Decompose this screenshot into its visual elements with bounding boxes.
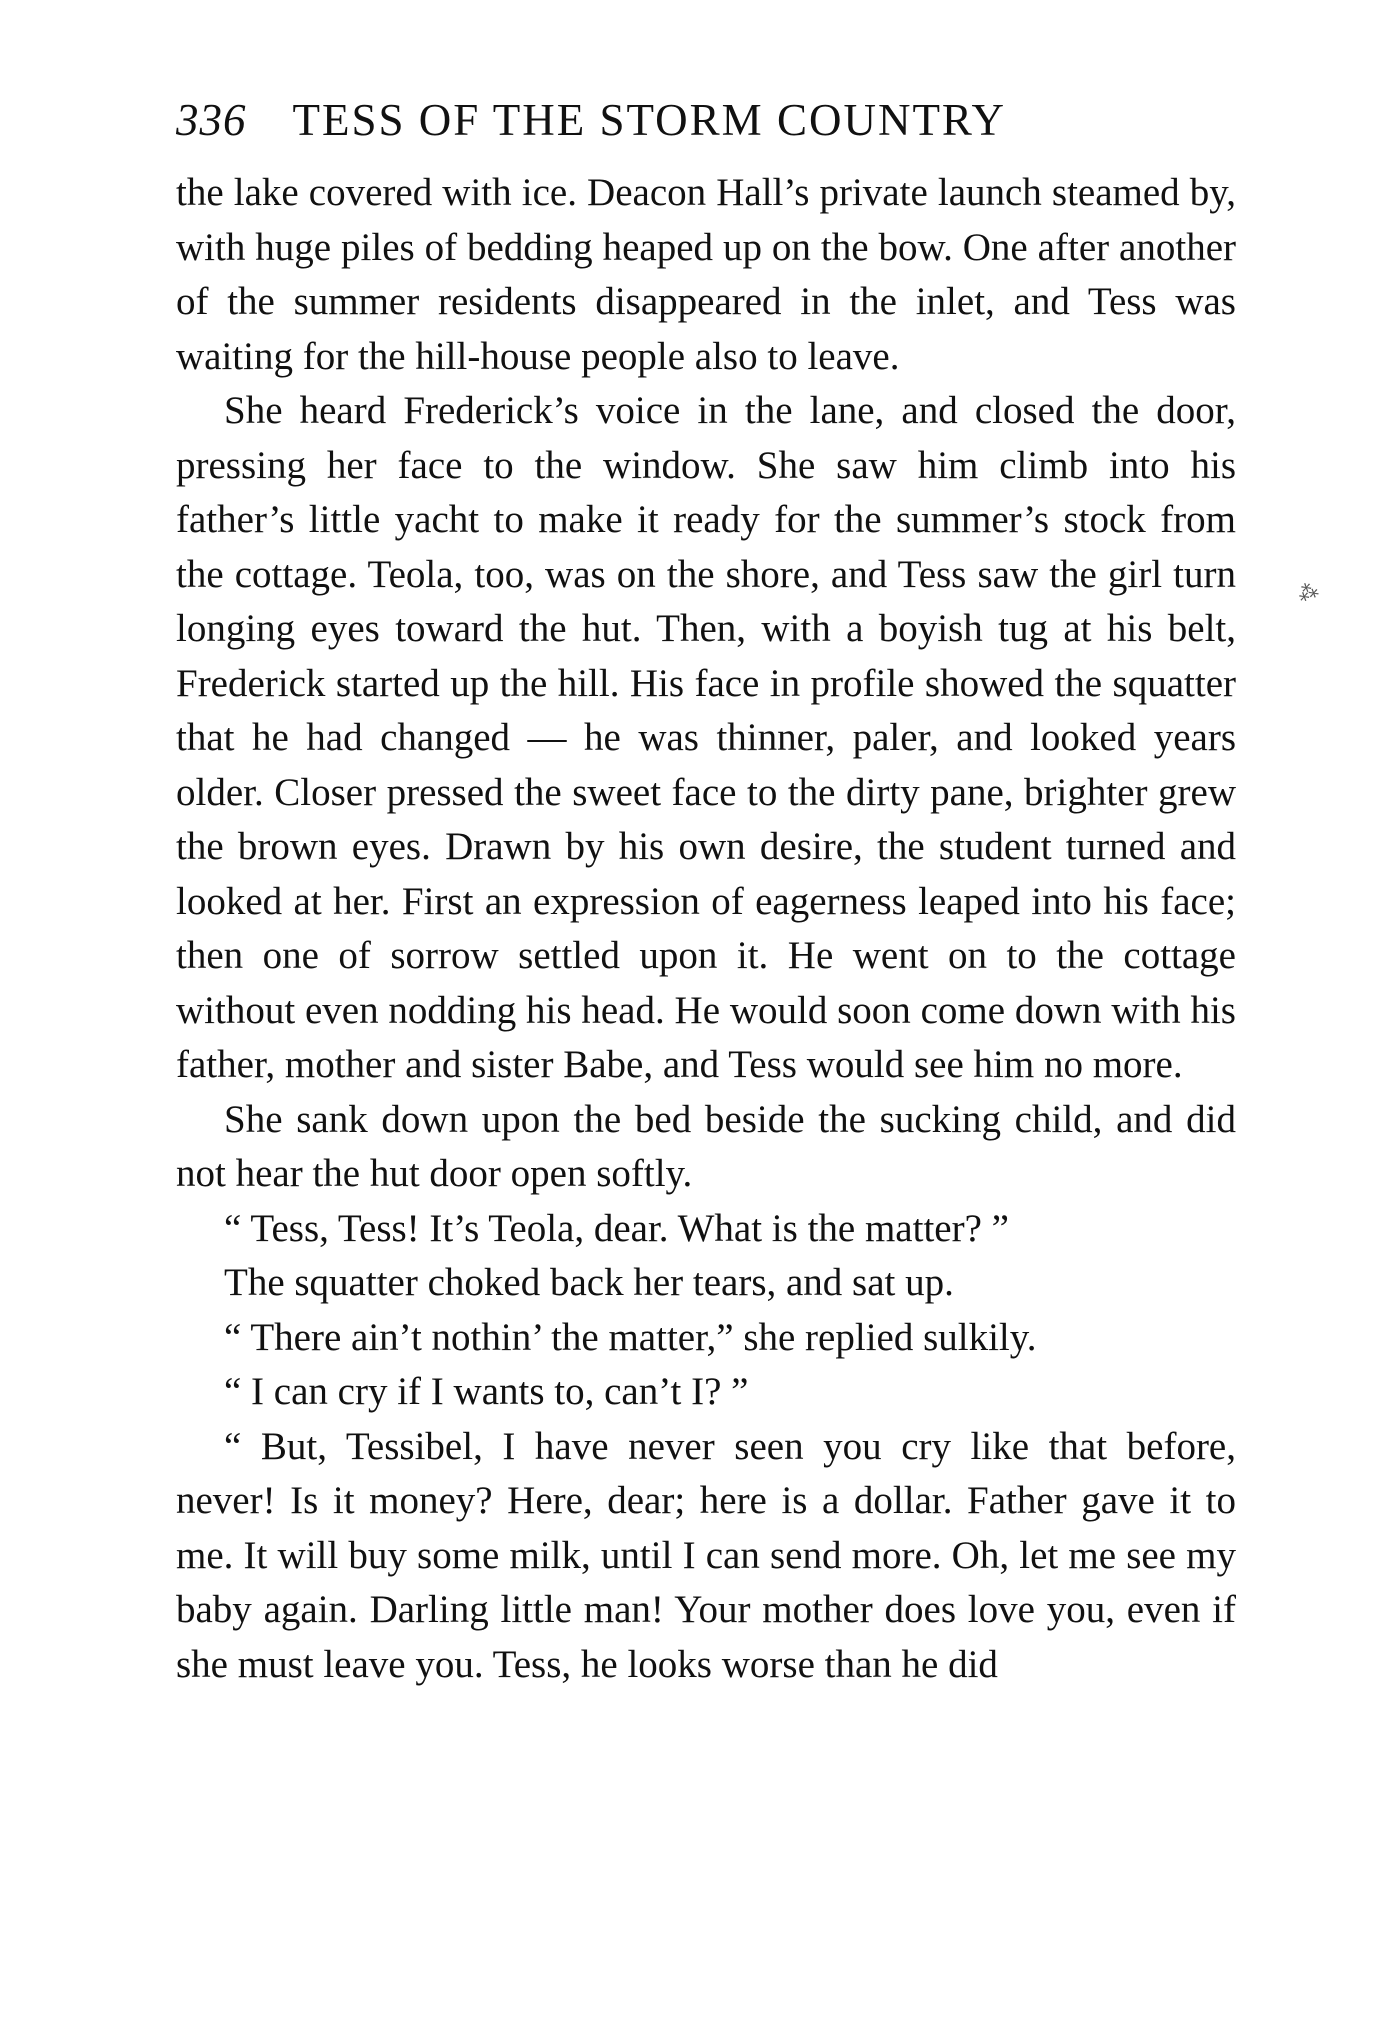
book-page (176, 78, 1236, 1692)
running-head (176, 78, 1236, 162)
paragraph-7: “ I can cry if I wants to, can’t I? ” (224, 1370, 749, 1413)
paragraph-6: “ There ain’t nothin’ the matter,” she replied sulkily. (224, 1315, 1037, 1359)
paragraph-1: the lake covered with ice. Deacon Hall’s private launch steamed by, with huge piles of bedding heaped up on the bow. One after another of the summer residents disappeared in the inlet, and Tess was waiting for the hill-house people also to leave. (176, 171, 1236, 378)
body-text (176, 166, 1236, 1692)
paragraph-5: The squatter choked back her tears, and sat up. (224, 1261, 954, 1304)
paragraph-2: She heard Frederick’s voice in the lane, and closed the door, pressing her face to the window. She saw him climb into his father’s little yacht to make it ready for the summer’s stock from the cottage. Teola, too, was on the shore, and Tess saw the girl turn longing eyes toward the hut. Then, with a boyish tug at his belt, Frederick started up the hill. His face in profile showed the squatter that he had changed — he was thinner, paler, and looked years older. Closer pressed the sweet face to the dirty pane, brighter grew the brown eyes. Drawn by his own desire, the student turned and looked at her. First an expression of eagerness leaped into his face; then one of sorrow settled upon it. He went on to the cottage without even nodding his head. He would soon come down with his father, mother and sister Babe, and Tess would see him no more. (176, 389, 1236, 1086)
paragraph-4: “ Tess, Tess! It’s Teola, dear. What is the matter? ” (224, 1206, 1009, 1250)
page-number: 336 (176, 95, 247, 145)
margin-ink-mark: ⁂ (1295, 579, 1322, 607)
paragraph-3: She sank down upon the bed beside the sucking child, and did not hear the hut door open softly. (176, 1097, 1236, 1195)
paragraph-8: “ But, Tessibel, I have never seen you cry like that before, never! Is it money? Here, dear; here is a dollar. Father gave it to me. It will buy some milk, until I can send more. Oh, let me see my baby again. Darling little man! Your mother does love you, even if she must leave you. Tess, he looks worse than he did (176, 1424, 1236, 1686)
book-title: TESS OF THE STORM COUNTRY (292, 95, 1006, 145)
